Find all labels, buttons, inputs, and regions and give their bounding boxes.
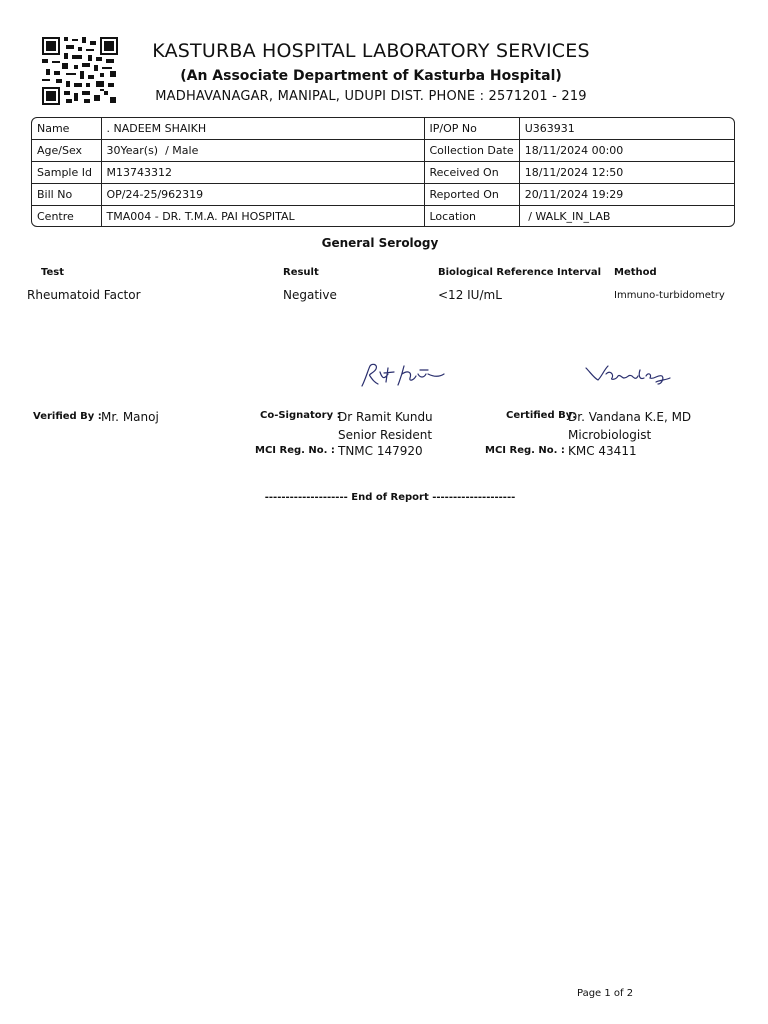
column-header-test: Test [41, 267, 65, 278]
field-label: Centre [32, 206, 101, 228]
table-row [32, 184, 734, 206]
section-title: General Serology [321, 236, 439, 250]
certified-by-name: Dr. Vandana K.E, MD [568, 410, 692, 424]
field-label: Sample Id [32, 162, 101, 184]
certified-by-role: Microbiologist [568, 428, 652, 442]
lab-subtitle [0, 68, 742, 84]
result-value: Negative [283, 288, 337, 302]
co-signatory-role: Senior Resident [338, 428, 433, 442]
lab-name [0, 40, 742, 62]
field-label: Reported On [424, 184, 519, 206]
result-method: Immuno-turbidometry [614, 290, 725, 301]
result-reference-range: <12 IU/mL [438, 288, 502, 302]
field-label: Name [32, 118, 101, 140]
certified-by-mci-label: MCI Reg. No. : [485, 445, 565, 456]
field-value: 30Year(s) / Male [101, 140, 424, 162]
certified-by-label: Certified By: [506, 410, 577, 421]
field-value: . NADEEM SHAIKH [101, 118, 424, 140]
field-value: / WALK_IN_LAB [519, 206, 734, 228]
field-label: Bill No [32, 184, 101, 206]
field-value: 20/11/2024 19:29 [519, 184, 734, 206]
verified-by-name: Mr. Manoj [101, 410, 159, 424]
signature-certifier [584, 362, 674, 388]
field-value: OP/24-25/962319 [101, 184, 424, 206]
field-value: U363931 [519, 118, 734, 140]
result-test-name: Rheumatoid Factor [27, 288, 141, 302]
field-value: TMA004 - DR. T.M.A. PAI HOSPITAL [101, 206, 424, 228]
end-of-report [0, 492, 768, 503]
signature-co-signatory [358, 360, 450, 390]
field-label: Location [424, 206, 519, 228]
co-signatory-label: Co-Signatory : [260, 410, 341, 421]
field-value: 18/11/2024 12:50 [519, 162, 734, 184]
patient-info-table [31, 117, 735, 227]
lab-subtitle-text: (An Associate Department of Kasturba Hospital) [180, 68, 562, 84]
table-row [32, 118, 734, 140]
page-number: Page 1 of 2 [577, 988, 634, 999]
certified-by-mci-value: KMC 43411 [568, 444, 637, 458]
co-signatory-mci-value: TNMC 147920 [338, 444, 423, 458]
field-label: Collection Date [424, 140, 519, 162]
lab-name-text: KASTURBA HOSPITAL LABORATORY SERVICES [152, 40, 590, 62]
field-value: 18/11/2024 00:00 [519, 140, 734, 162]
co-signatory-mci-label: MCI Reg. No. : [255, 445, 335, 456]
co-signatory-name: Dr Ramit Kundu [338, 410, 433, 424]
table-row [32, 140, 734, 162]
field-label: IP/OP No [424, 118, 519, 140]
column-header-range: Biological Reference Interval [438, 267, 602, 278]
field-value: M13743312 [101, 162, 424, 184]
field-label: Age/Sex [32, 140, 101, 162]
field-label: Received On [424, 162, 519, 184]
lab-address [0, 89, 742, 104]
column-header-result: Result [283, 267, 319, 278]
verified-by-label: Verified By : [33, 411, 102, 422]
table-row [32, 206, 734, 228]
table-row [32, 162, 734, 184]
column-header-method: Method [614, 267, 657, 278]
end-of-report-text: -------------------- End of Report -------------------- [264, 492, 516, 503]
lab-address-text: MADHAVANAGAR, MANIPAL, UDUPI DIST. PHONE : 2571201 - 219 [155, 89, 587, 104]
